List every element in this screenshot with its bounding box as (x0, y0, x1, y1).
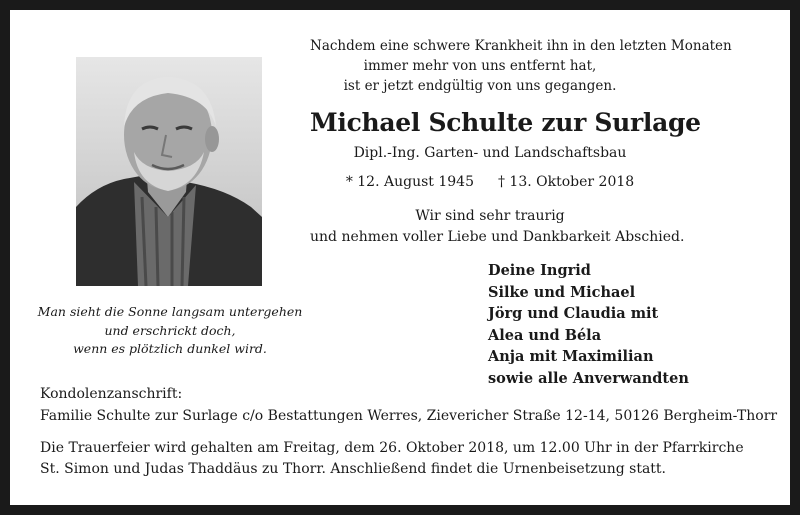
condolence-label: Kondolenzanschrift: (40, 386, 183, 402)
signer: Jörg und Claudia mit (488, 305, 659, 322)
portrait-photo (76, 57, 262, 286)
intro-text (310, 36, 732, 96)
signers-list (488, 260, 689, 389)
intro-line: Nachdem eine schwere Krankheit ihn in den letzten Monaten (310, 38, 732, 54)
birth-date: * 12. August 1945 (345, 174, 474, 190)
poem-line: Man sieht die Sonne langsam untergehen (37, 304, 303, 319)
signer: sowie alle Anverwandten (488, 369, 689, 387)
signer: Silke und Michael (488, 283, 636, 301)
obituary-card (10, 10, 790, 505)
intro-line: ist er jetzt endgültig von uns gegangen. (343, 78, 617, 94)
ceremony-line: St. Simon und Judas Thaddäus zu Thorr. Anschließend findet die Urnenbeisetzung statt. (40, 461, 667, 477)
farewell-line: und nehmen voller Liebe und Dankbarkeit Abschied. (310, 229, 685, 245)
profession: Dipl.-Ing. Garten- und Landschaftsbau (353, 145, 627, 161)
signer: Anja mit Maximilian (488, 348, 654, 365)
life-dates (310, 174, 670, 190)
poem-quote (30, 303, 310, 359)
farewell-line: Wir sind sehr traurig (415, 208, 565, 224)
ceremony-line: Die Trauerfeier wird gehalten am Freitag, dem 26. Oktober 2018, um 12.00 Uhr in der Pfarrkirche (40, 440, 744, 456)
poem-line: wenn es plötzlich dunkel wird. (73, 341, 267, 356)
signer: Alea und Béla (488, 326, 602, 344)
condolence-address: Familie Schulte zur Surlage c/o Bestattungen Werres, Zievericher Straße 12-14, 50126 Bergheim-Thorr (40, 408, 778, 424)
ceremony-info (40, 438, 772, 480)
poem-line: und erschrickt doch, (104, 322, 236, 338)
intro-line: immer mehr von uns entfernt hat, (363, 58, 597, 74)
farewell-text (310, 206, 685, 248)
deceased-name: Michael Schulte zur Surlage (310, 108, 701, 137)
signer: Deine Ingrid (488, 262, 591, 279)
death-date: † 13. Oktober 2018 (497, 174, 635, 190)
